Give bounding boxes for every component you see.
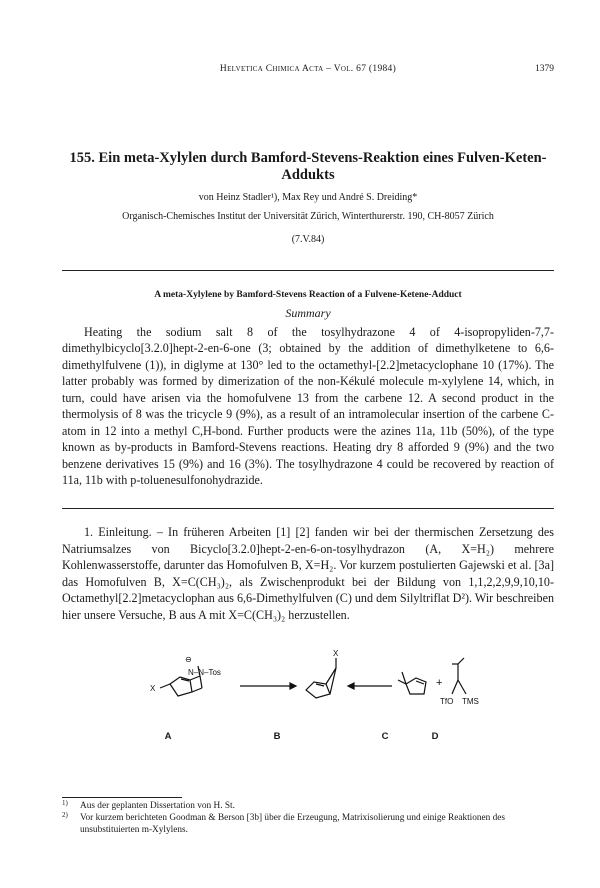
structure-b [306,658,336,698]
footnote-mark: 1) [62,799,68,807]
n-n-tos-label: N–N–Tos [188,668,221,677]
article-institute: Organisch-Chemisches Institut der Universität Zürich, Winterthurerstr. 190, CH-8057 Zürich [122,211,494,222]
plus-sign: + [436,677,443,689]
intro-paragraph: 1. Einleitung. – In früheren Arbeiten [1] [2] fanden wir bei der thermischen Zersetzung des Natriumsalzes von Bicyclo[3.2.0]hept-2-en-6-on-tosylhydrazon (A, X=H₂) mehrere Kohlenwasserstoffe, darunter das Homofulven B, X=H₂. Vor kurzem postulierten Gajewski et al. [3a] das Homofulven B, X=C(CH₃)₂, als Zwischenprodukt bei der Bildung von 1,1,2,2,9,9,10,10-Octamethyl[2.2]metacyclophan aus 6,6-Dimethylfulven (C) und dem Silyltriflat D²). Wir beschreiben hier unsere Versuche, B aus A mit X=C(CH₃)₂ herzustellen. [62,525,554,622]
scheme-label-b: B [273,731,281,742]
scheme-label-c: C [381,731,389,742]
tfo-label: TfO [440,697,454,706]
journal-name: Helvetica Chimica Acta – Vol. 67 (1984) [219,64,397,74]
footnotes [62,801,554,836]
footnote-2 [62,810,554,837]
article-authors: von Heinz Stadler¹), Max Rey und André S. Dreiding* [198,192,418,203]
divider-top [62,270,554,271]
page-number: 1379 [535,64,554,74]
footnote-1 [62,801,554,813]
scheme-label-d: D [431,731,439,742]
x-label-a: X [150,684,156,693]
footnote-divider [62,797,182,798]
summary-heading: Summary [285,306,331,320]
charge-label: ⊖ [185,655,192,664]
summary-text: Heating the sodium salt 8 of the tosylhydrazone 4 of 4-isopropyliden-7,7-dimethylbicyclo[3.2.0]hept-2-en-6-one (3; obtained by the addition of dimethylketene to 6,6-dimethylfulvene (1)), in diglyme at 130° led to the octamethyl-[2.2]metacyclophane 10 (17%). The latter probably was formed by dimerization of the non-Kékulé molecule m-xylylene 14, which, in turn, could have arisen via the homofulvene 13 from the carbene 12. A second product in the thermolysis of 8 was the tricycle 9 (9%), as a result of an intramolecular insertion of the carbene C-atom in 12 into a methyl C,H-bond. Further products were the azines 11a, 11b (50%), of the type known as by-products in Bamford-Stevens reactions. Heating dry 8 afforded 9 (9%) and the two benzene derivatives 15 (9%) and 16 (3%). The tosylhydrazone 4 could be recovered by reaction of 11a, 11b with p-toluenesulfonohydrazide. [62,325,554,488]
tms-label: TMS [462,697,479,706]
footnote-text: Aus der geplanten Dissertation von H. St. [80,801,235,811]
structure-c [398,672,426,694]
structure-d [452,658,466,694]
x-label-b: X [333,650,339,658]
reaction-scheme [140,650,480,722]
running-header [62,64,554,78]
article-date: (7.V.84) [291,234,325,245]
footnote-mark: 2) [62,810,68,819]
scheme-label-a: A [164,731,172,742]
english-title: A meta-Xylylene by Bamford-Stevens Reaction of a Fulvene-Ketene-Adduct [154,290,462,300]
article-title: 155. Ein meta-Xylylen durch Bamford-Stevens-Reaktion eines Fulven-Keten-Addukts [69,150,547,183]
divider-bottom [62,508,554,509]
footnote-text: Vor kurzem berichteten Goodman & Berson [3b] über die Erzeugung, Matrixisolierung und einige Reaktionen des unsubstituierten m-Xylylens. [80,812,506,835]
